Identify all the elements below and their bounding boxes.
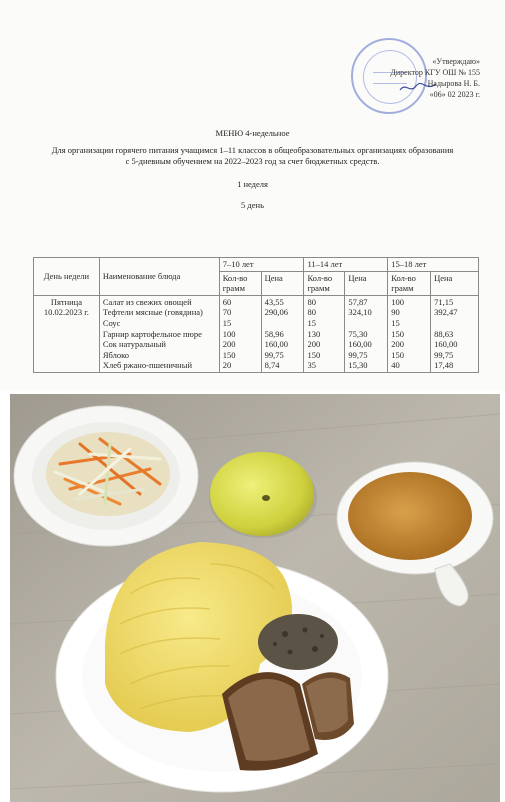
header-qty: Кол-во грамм: [304, 271, 345, 295]
cell-line: 200: [391, 339, 404, 350]
approval-name: Надырова Н. Б.: [427, 79, 480, 88]
dish-list: [99, 295, 219, 372]
cell-line: Хлеб ржано-пшеничный: [102, 360, 192, 371]
cell-line: 35: [307, 360, 316, 371]
approval-date: «06» 02 2023 г.: [429, 90, 480, 99]
header-age-15-18: 15–18 лет: [388, 258, 479, 272]
menu-description: [20, 145, 485, 167]
header-qty: Кол-во грамм: [388, 271, 431, 295]
cell-line: Яблоко: [102, 349, 130, 360]
cell-line: 15: [222, 317, 232, 328]
header-price: Цена: [345, 271, 388, 295]
week-label: 1 неделя: [237, 179, 268, 189]
meal-photo: [10, 394, 500, 802]
cell-line: 150: [391, 349, 404, 360]
cell-line: 200: [222, 339, 236, 350]
cell-line: 324,10: [348, 307, 372, 318]
menu-title: МЕНЮ 4-недельное: [215, 128, 290, 138]
cell-line: 200: [307, 339, 321, 350]
price-11-14: [345, 295, 388, 372]
cell-line: Соус: [102, 317, 121, 328]
cell-line: [434, 318, 475, 329]
qty-11-14: [304, 295, 345, 372]
cell-line: 99,75: [264, 349, 284, 360]
approval-position: Директор КГУ ОШ № 155: [390, 68, 480, 77]
cell-line: 150: [307, 349, 321, 360]
salad-bowl: [14, 406, 198, 546]
price-15-18: [431, 295, 479, 372]
cell-line: 290,06: [264, 307, 288, 318]
menu-table: [33, 257, 479, 373]
day-label: 5 день: [241, 200, 264, 210]
cell-line: 17,48: [434, 360, 454, 371]
tea: [348, 472, 472, 560]
cell-line: 57,87: [348, 296, 368, 307]
cell-line: 8,74: [264, 360, 280, 371]
cell-line: 99,75: [348, 349, 368, 360]
qty-7-10: [219, 295, 261, 372]
cell-line: 160,00: [434, 339, 458, 350]
cell-line: 15: [391, 317, 400, 328]
cell-line: [265, 318, 301, 329]
cell-line: Сок натуральный: [102, 339, 166, 350]
header-day-of-week: День недели: [34, 258, 100, 296]
meatball: [258, 614, 338, 670]
cell-line: [348, 318, 384, 329]
cell-line: 150: [391, 328, 404, 339]
cabbage-carrot-salad: [46, 432, 170, 516]
header-price: Цена: [261, 271, 304, 295]
cell-line: 71,15: [434, 296, 454, 307]
cell-line: 58,96: [264, 328, 284, 339]
cell-line: 160,00: [348, 339, 372, 350]
table-row: [34, 295, 479, 372]
cell-line: Тефтели мясные (говядина): [102, 307, 203, 318]
menu-document: [0, 0, 505, 390]
cell-line: 43,55: [264, 296, 284, 307]
cell-line: 15: [307, 317, 316, 328]
header-dish-name: Наименование блюда: [99, 258, 219, 296]
header-qty: Кол-во грамм: [219, 271, 261, 295]
description-line-1: Для организации горячего питания учащимся 1–11 классов в общеобразовательных организациях образования: [51, 145, 454, 155]
qty-15-18: [388, 295, 431, 372]
description-line-2: с 5-дневным обучением на 2022–2023 год за счет бюджетных средств.: [125, 156, 380, 166]
cell-line: 80: [307, 307, 316, 318]
approval-title: «Утверждаю»: [432, 57, 480, 66]
cell-line: 392,47: [434, 307, 458, 318]
cell-line: 100: [391, 296, 404, 307]
header-age-7-10: 7–10 лет: [219, 258, 304, 272]
cell-line: 40: [391, 360, 400, 371]
cell-line: Гарнир картофельное пюре: [102, 328, 202, 339]
table-header-row: [34, 258, 479, 272]
cell-line: Салат из свежих овощей: [102, 296, 192, 307]
cell-line: 60: [222, 296, 232, 307]
price-7-10: [261, 295, 304, 372]
cell-line: 90: [391, 307, 400, 318]
cell-line: 15,30: [348, 360, 368, 371]
cell-line: 150: [222, 349, 236, 360]
cell-line: 130: [307, 328, 321, 339]
cell-line: 80: [307, 296, 316, 307]
cell-line: 99,75: [434, 349, 454, 360]
cell-line: 100: [222, 328, 236, 339]
cell-line: 75,30: [348, 328, 368, 339]
header-price: Цена: [431, 271, 479, 295]
header-age-11-14: 11–14 лет: [304, 258, 388, 272]
day-cell: Пятница 10.02.2023 г.: [34, 295, 100, 372]
cell-line: 20: [222, 360, 232, 371]
approval-block: [355, 56, 480, 100]
cell-line: 160,00: [264, 339, 288, 350]
cell-line: 70: [222, 307, 232, 318]
cell-line: 88,63: [434, 328, 454, 339]
